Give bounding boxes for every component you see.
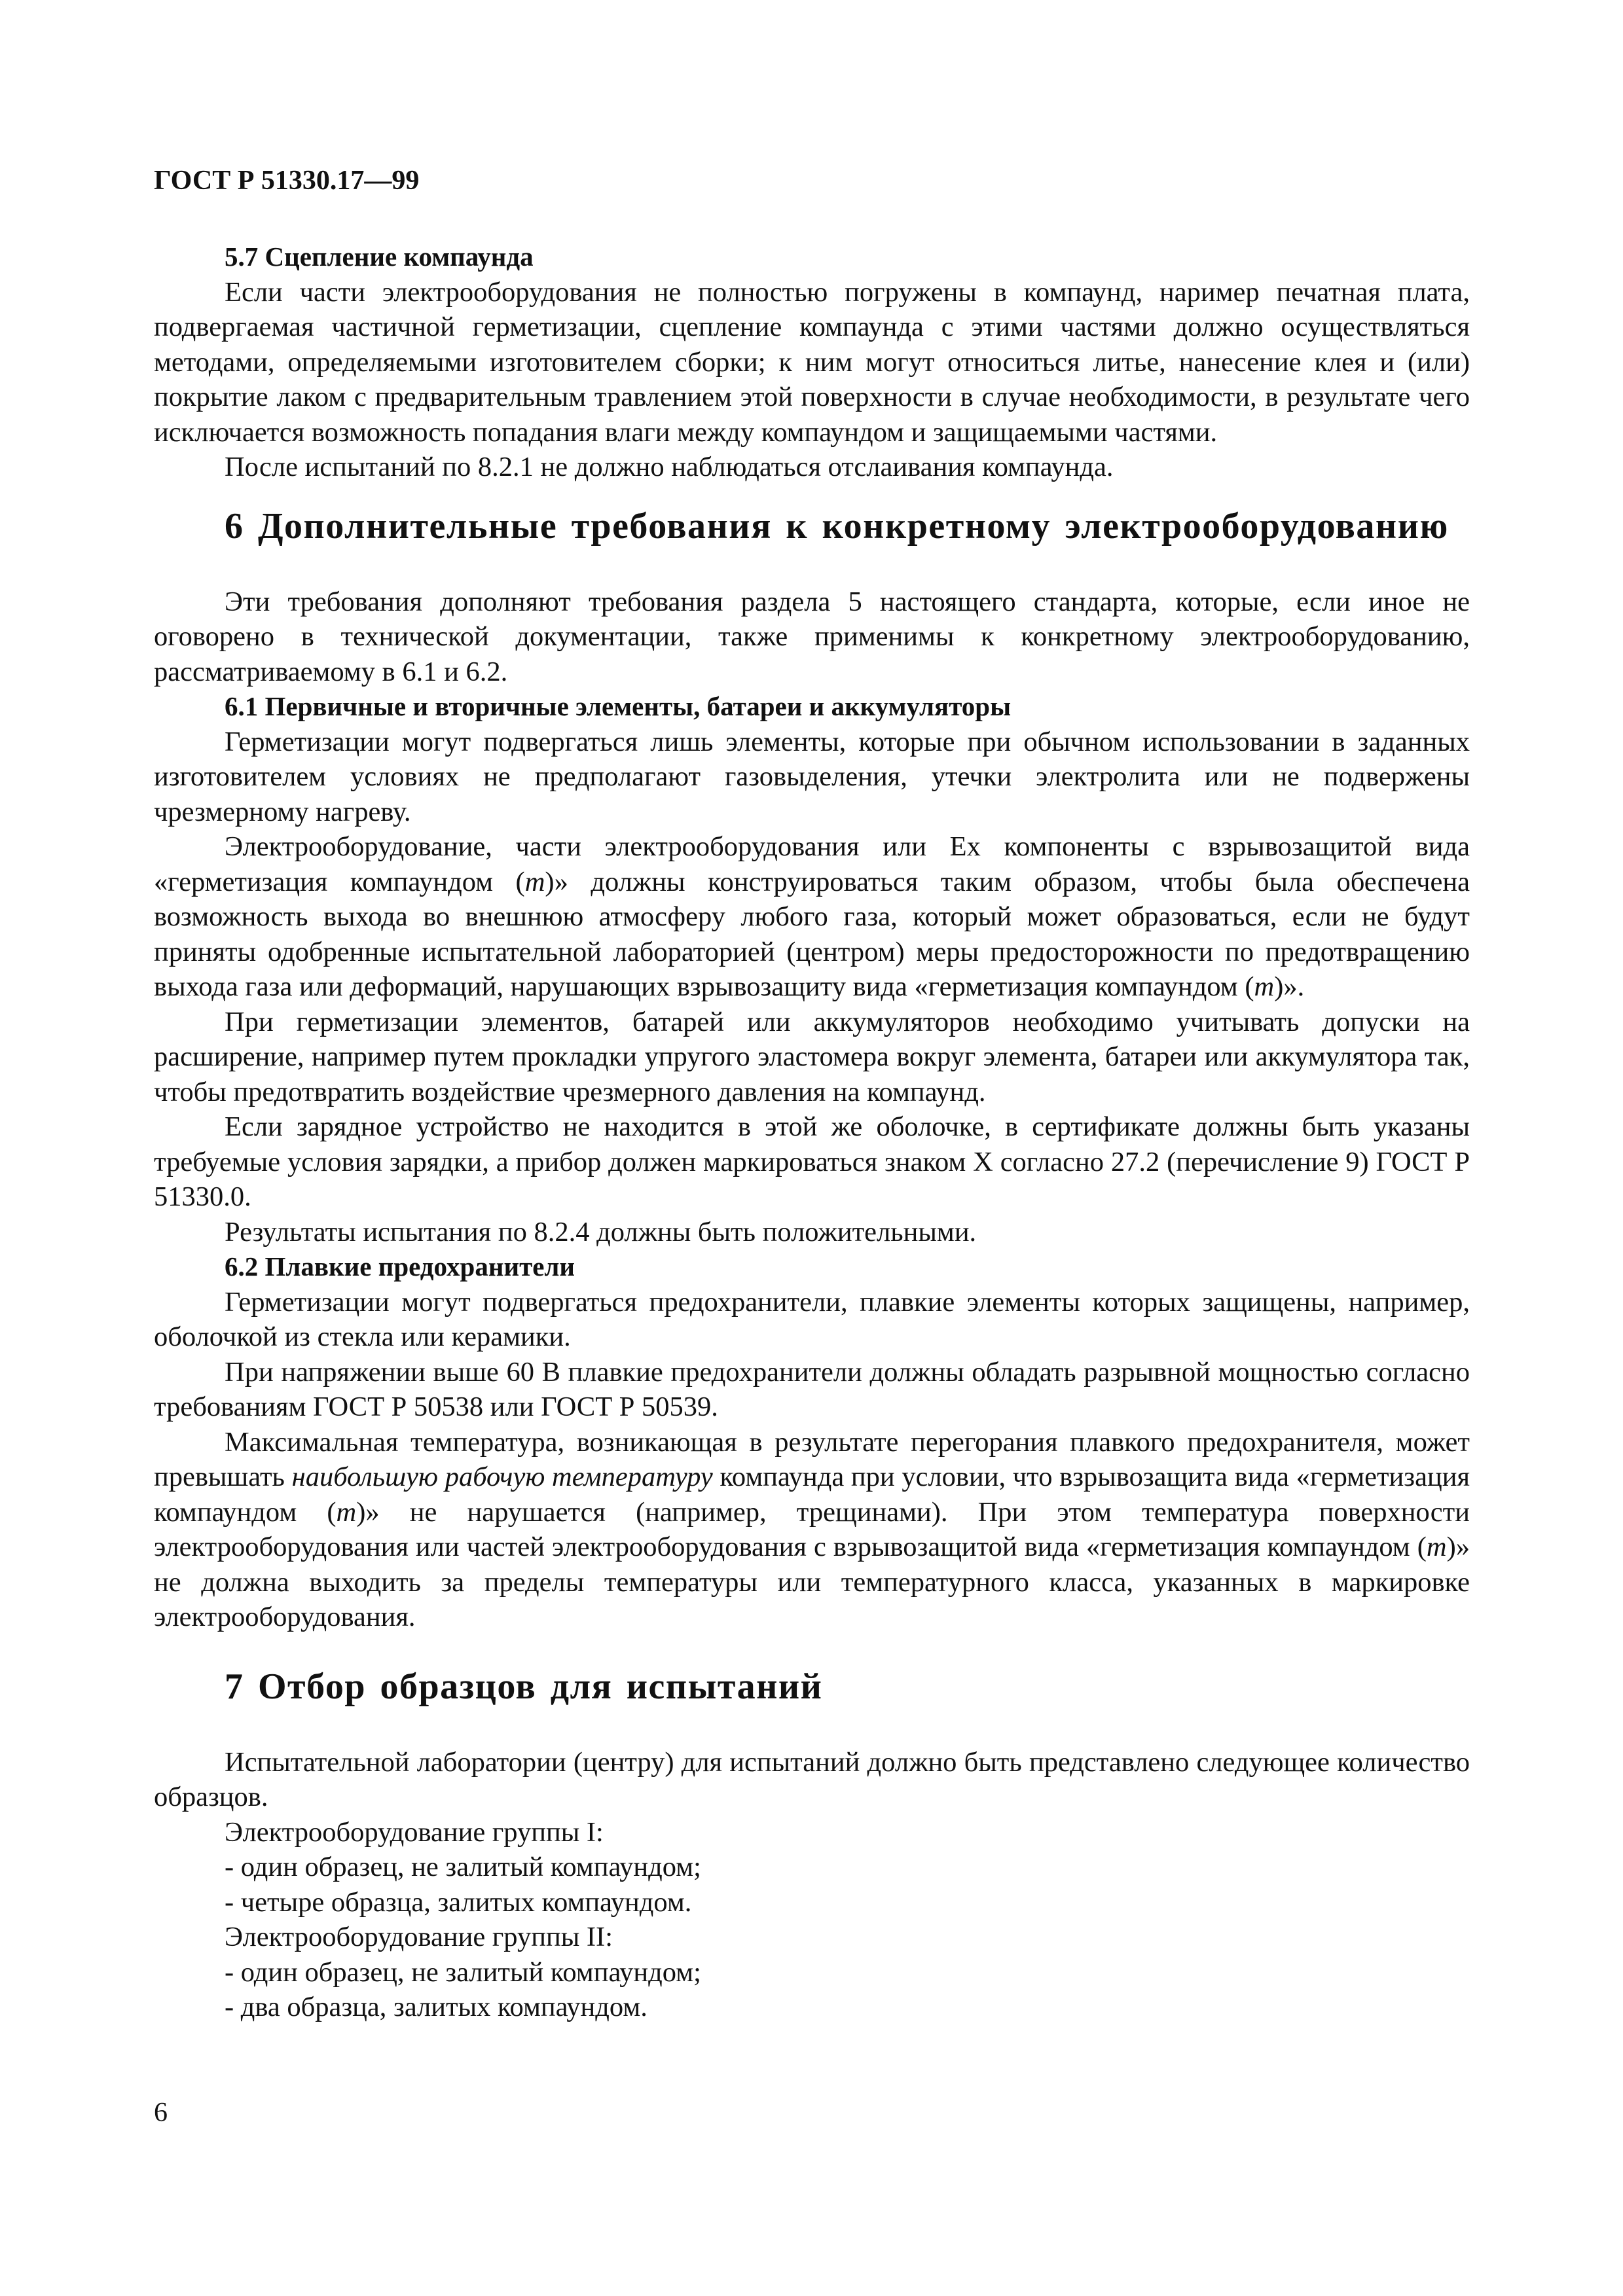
- list-item: - один образец, не залитый компаундом;: [225, 1852, 701, 1882]
- paragraph: Максимальная температура, возникающая в результате перегорания плавкого предохранителя, может превышать наибольшую рабочую температуру компаунда при условии, что взрывозащита вида «герметизация компаундом (m)» не нарушается (например, трещинами). При этом температура поверхности электрооборудования или частей электрооборудования с взрывозащитой вида «герметизация компаундом (m)» не должна выходить за пределы температуры или температурного класса, указанных в маркировке электрооборудования.: [154, 1426, 1470, 1632]
- list-heading: Электрооборудование группы II:: [225, 1922, 613, 1952]
- section-heading-6: 6 Дополнительные требования к конкретному электрооборудованию: [225, 505, 1449, 547]
- list-item: - два образца, залитых компаундом.: [225, 1992, 647, 2022]
- paragraph: При напряжении выше 60 В плавкие предохранители должны обладать разрывной мощностью согласно требованиям ГОСТ Р 50538 или ГОСТ Р 50539.: [154, 1356, 1470, 1422]
- list-item: - один образец, не залитый компаундом;: [225, 1956, 701, 1988]
- paragraph: Испытательной лаборатории (центру) для испытаний должно быть представлено следующее количество образцов.: [154, 1746, 1470, 1812]
- paragraph: Если части электрооборудования не полностью погружены в компаунд, наример печатная плата, подвергаемая частичной герметизации, сцепление компаунда с этими частями должно осуществляться методами, определяемыми изготовителем сборки; к ним могут относиться литье, нанесение клея и (или) покрытие лаком с предварительным травлением этой поверхности в случае необходимости, в результате чего исключается возможность попадания влаги между компаундом и защищаемыми частями.: [154, 276, 1470, 448]
- paragraph: После испытаний по 8.2.1 не должно наблюдаться отслаивания компаунда.: [225, 452, 1114, 482]
- paragraph: Электрооборудование, части электрооборудования или Ex компоненты с взрывозащитой вида «герметизация компаундом (m)» должны конструироваться таким образом, чтобы была обеспечена возможность выхода во внешнюю атмосферу любого газа, который может образоваться, если не будут приняты одобренные испытательной лабораторией (центром) меры предосторожности по предотвращению выхода газа или деформаций, нарушающих взрывозащиту вида «герметизация компаундом (m)».: [154, 831, 1470, 1002]
- subsection-heading-5-7: 5.7 Сцепление компаунда: [225, 242, 534, 272]
- paragraph: Герметизации могут подвергаться лишь элементы, которые при обычном использовании в заданных изготовителем условиях не предполагают газовыделения, утечки электролита или не подвержены чрезмерному нагреву.: [154, 726, 1470, 827]
- paragraph: Результаты испытания по 8.2.4 должны быть положительными.: [225, 1216, 977, 1247]
- list-heading: Электрооборудование группы I:: [225, 1816, 604, 1848]
- subsection-heading-6-1: 6.1 Первичные и вторичные элементы, батареи и аккумуляторы: [225, 691, 1012, 721]
- paragraph: Эти требования дополняют требования раздела 5 настоящего стандарта, которые, если иное не оговорено в технической документации, также применимы к конкретному электрооборудованию, рассматриваемому в 6.1 и 6.2.: [154, 586, 1470, 687]
- section-heading-7: 7 Отбор образцов для испытаний: [225, 1666, 823, 1707]
- document-code: ГОСТ Р 51330.17—99: [154, 166, 420, 196]
- list-item: - четыре образца, залитых компаундом.: [225, 1886, 692, 1918]
- paragraph: Герметизации могут подвергаться предохранители, плавкие элементы которых защищены, например, оболочкой из стекла или керамики.: [154, 1286, 1470, 1352]
- paragraph: При герметизации элементов, батарей или аккумуляторов необходимо учитывать допуски на расширение, например путем прокладки упругого эластомера вокруг элемента, батареи или аккумулятора так, чтобы предотвратить воздействие чрезмерного давления на компаунд.: [154, 1006, 1470, 1107]
- page-number: 6: [154, 2098, 168, 2128]
- page-content: [154, 240, 1470, 2025]
- paragraph: Если зарядное устройство не находится в этой же оболочке, в сертификате должны быть указаны требуемые условия зарядки, а прибор должен маркироваться знаком X согласно 27.2 (перечисление 9) ГОСТ Р 51330.0.: [154, 1111, 1470, 1212]
- subsection-heading-6-2: 6.2 Плавкие предохранители: [225, 1251, 575, 1282]
